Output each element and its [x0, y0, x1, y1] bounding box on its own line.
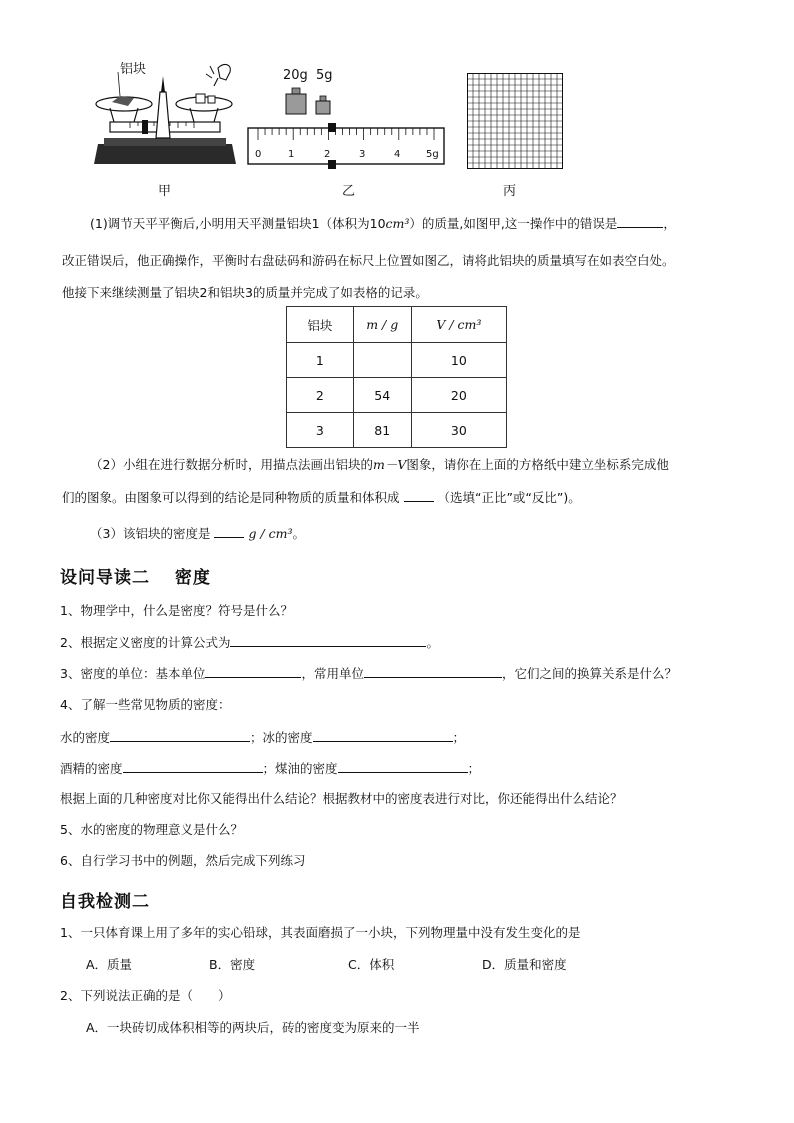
guide-item-1: 1、物理学中，什么是密度？符号是什么？: [60, 603, 293, 618]
guide-item-3-text: 3、密度的单位：基本单位: [60, 666, 206, 681]
q2-line1: [90, 456, 669, 474]
q2-line1-start: （2）小组在进行数据分析时，用描点法画出铝块的: [90, 457, 373, 472]
ice-density-blank[interactable]: [313, 728, 453, 742]
guide-item-5: 5、水的密度的物理意义是什么？: [60, 822, 243, 837]
table-cell: 81: [353, 413, 411, 448]
caption-jia: 甲: [158, 184, 172, 199]
q2-line2: [62, 488, 581, 507]
table-cell: 10: [411, 343, 506, 378]
caption-yi: 乙: [342, 184, 356, 199]
weight-label-5g: 5g: [316, 68, 333, 83]
q2-line2-start: 们的图象。由图象可以得到的结论是同种物质的质量和体积成: [62, 490, 400, 505]
formula-blank[interactable]: [230, 633, 426, 647]
q2-mv: m－V: [372, 457, 407, 472]
table-header-cell: 铝块: [287, 307, 354, 343]
guide-item-4: 4、了解一些常见物质的密度：: [60, 697, 231, 712]
table-cell: 30: [411, 413, 506, 448]
q3-end: 。: [292, 526, 305, 541]
ruler-tick-label-3: 3: [359, 149, 366, 160]
ice-density-label: ；冰的密度: [250, 730, 313, 745]
alcohol-density-label: 酒精的密度: [60, 761, 123, 776]
table-cell-mass-blank[interactable]: [353, 343, 411, 378]
section-title-density: 设问导读二 密度: [60, 568, 211, 588]
grid-paper: [467, 73, 563, 169]
caption-bing: 丙: [503, 184, 517, 199]
guide-item-3-common: ，常用单位: [301, 666, 364, 681]
conclusion-question: 根据上面的几种密度对比你又能得出什么结论？根据教材中的密度表进行对比，你还能得出什么结论？: [60, 791, 623, 806]
q1-line2: 改正错误后，他正确操作，平衡时右盘砝码和游码在标尺上位置如图乙，请将此铝块的质量填写在如表空白处。: [62, 253, 675, 268]
kerosene-density-label: ；煤油的密度: [262, 761, 338, 776]
q3-start: （3）该铝块的密度是: [90, 526, 211, 541]
ruler-tick-label-4: 4: [394, 149, 401, 160]
table-cell: 54: [353, 378, 411, 413]
ruler-tick-label-2: 2: [324, 149, 331, 160]
table-cell: 2: [287, 378, 354, 413]
guide-item-2: [60, 633, 439, 652]
balance-drawing: [90, 56, 240, 171]
test-q1-option-c[interactable]: C．体积: [348, 957, 395, 972]
data-table: [286, 306, 507, 448]
base-unit-blank[interactable]: [205, 664, 301, 678]
ruler-tick-label-5g: 5g: [426, 149, 439, 160]
ruler-tick-label-0: 0: [255, 149, 262, 160]
water-density-label: 水的密度: [60, 730, 111, 745]
q2-answer-blank[interactable]: [404, 488, 434, 502]
table-header-cell: V / cm³: [411, 307, 506, 343]
table-row: [287, 378, 507, 413]
section-title-self-test: 自我检测二: [60, 892, 150, 912]
q1-answer-blank[interactable]: [617, 214, 663, 228]
q2-line2-end: （选填“正比”或“反比”)。: [437, 490, 581, 505]
table-cell: 3: [287, 413, 354, 448]
guide-item-3: [60, 664, 677, 683]
guide-item-6: 6、自行学习书中的例题，然后完成下列练习: [60, 853, 306, 868]
weight-label-20g: 20g: [283, 68, 308, 83]
table-header-row: [287, 307, 507, 343]
test-q2: 2、下列说法正确的是（ ）: [60, 988, 231, 1003]
water-ice-end: ；: [452, 730, 466, 745]
q2-line1-end: 图象，请你在上面的方格纸中建立坐标系完成他: [406, 457, 669, 472]
water-ice-line: [60, 728, 465, 747]
q1-line1: [90, 214, 676, 233]
ruler-tick-label-1: 1: [288, 149, 295, 160]
table-row: [287, 343, 507, 378]
q1-line1-end: ，: [663, 216, 676, 231]
alcohol-kerosene-end: ；: [467, 761, 481, 776]
kerosene-density-blank[interactable]: [338, 759, 468, 773]
figure-ruler: [246, 62, 446, 174]
guide-item-2-text: 2、根据定义密度的计算公式为: [60, 635, 231, 650]
figure-balance: [90, 56, 240, 171]
q1-line3: 他接下来继续测量了铝块2和铝块3的质量并完成了如表格的记录。: [62, 285, 428, 300]
common-unit-blank[interactable]: [364, 664, 502, 678]
ruler-drawing: [246, 62, 446, 174]
table-header-cell: m / g: [353, 307, 411, 343]
balance-label: 铝块: [120, 62, 147, 77]
guide-item-2-period: 。: [426, 635, 439, 650]
test-q1-option-a[interactable]: A．质量: [86, 957, 133, 972]
table-row: [287, 413, 507, 448]
test-q1-option-b[interactable]: B．密度: [209, 957, 256, 972]
water-density-blank[interactable]: [110, 728, 250, 742]
table-cell: 20: [411, 378, 506, 413]
q1-line1-mid: ）的质量,如图甲,这一操作中的错误是: [409, 216, 618, 231]
test-q2-option-a[interactable]: A．一块砖切成体积相等的两块后，砖的密度变为原来的一半: [86, 1020, 420, 1035]
q3-answer-blank[interactable]: [214, 524, 244, 538]
guide-item-3-end: ，它们之间的换算关系是什么？: [501, 666, 677, 681]
alcohol-density-blank[interactable]: [123, 759, 263, 773]
q3-line: [90, 524, 305, 543]
alcohol-kerosene-line: [60, 759, 480, 778]
q1-unit: cm³: [385, 216, 410, 231]
test-q1: 1、一只体育课上用了多年的实心铅球，其表面磨损了一小块，下列物理量中没有发生变化的是: [60, 925, 581, 940]
figure-grid-paper: [467, 73, 563, 173]
test-q1-option-d[interactable]: D．质量和密度: [482, 957, 567, 972]
q1-line1-start: (1)调节天平平衡后,小明用天平测量铝块1（体积为10: [90, 216, 386, 231]
table-cell: 1: [287, 343, 354, 378]
q3-unit: g / cm³: [248, 526, 293, 541]
